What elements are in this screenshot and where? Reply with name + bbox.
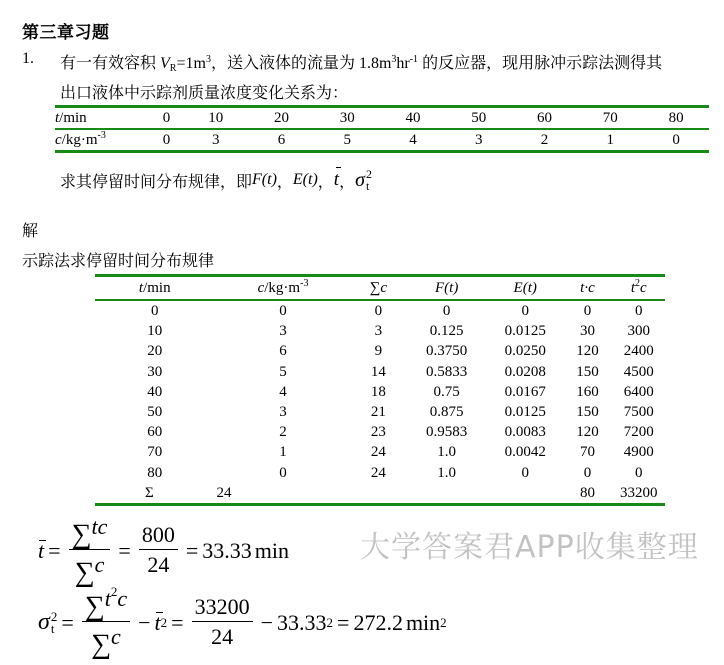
sigma-superscript: 2: [365, 167, 372, 181]
table-row: [95, 442, 665, 462]
sigma-scripts: [366, 168, 372, 192]
concentration-cell: 1: [577, 129, 643, 152]
table-cell: 9: [374, 343, 383, 360]
table-cell: 160: [576, 383, 599, 400]
table-row: [95, 321, 665, 341]
table-cell: 24: [370, 444, 386, 461]
sum-t2c-value: 33200: [613, 483, 665, 505]
header-var: t: [630, 279, 636, 296]
table-cell: 0.0208: [504, 363, 546, 380]
sum-symbol: ∑: [91, 629, 112, 660]
header-var: t: [138, 279, 144, 296]
minus: −: [138, 609, 151, 635]
mean-time-symbol: t: [38, 537, 45, 563]
numerator-var: t: [104, 586, 111, 611]
sigma-superscript: 2: [50, 608, 58, 624]
denominator: 24: [147, 552, 170, 577]
table-cell: 0.0125: [504, 404, 546, 421]
table-cell: 4900: [623, 444, 654, 461]
header-var: E(t): [513, 279, 537, 296]
table-row: [95, 382, 665, 402]
header-var: F(t): [435, 279, 459, 296]
solution-label: 解: [22, 223, 39, 240]
mean-time-symbol: t: [154, 609, 161, 635]
superscript: -3: [300, 277, 309, 289]
table-body: [95, 300, 665, 504]
numerator: [69, 513, 111, 550]
header-t2-c: [613, 276, 665, 301]
concentration-cell: 3: [446, 129, 512, 152]
table-row: [95, 362, 665, 382]
table-cell: 18: [370, 383, 386, 400]
chapter-title: 第三章习题: [22, 23, 110, 43]
sum-symbol: ∑: [71, 519, 92, 550]
time-cell: 40: [380, 107, 446, 130]
question-text-part: 有一有效容积: [60, 55, 161, 72]
table-cell: 5: [279, 363, 287, 380]
concentration-cell: 0: [150, 129, 183, 152]
separator: ，: [276, 173, 293, 191]
denominator-var: c: [94, 552, 105, 577]
question-text-part: =1m: [176, 55, 206, 72]
header-unit: /min: [143, 279, 171, 296]
result-value: 272.2: [353, 609, 403, 635]
table-cell: 0: [521, 464, 529, 481]
f-function: F(t): [252, 171, 277, 188]
sigma-subscript: t: [365, 179, 370, 193]
minus: −: [260, 609, 274, 635]
table-cell: 0.5833: [426, 363, 468, 380]
sigma-subscript: t: [50, 620, 55, 636]
time-cell: 30: [314, 107, 380, 130]
table-cell: 0: [583, 303, 592, 320]
empty-cell: [352, 483, 406, 505]
header-var: c: [257, 279, 265, 296]
watermark: 大学答案君APP收集整理: [360, 530, 699, 565]
mean-time-symbol: t: [333, 169, 340, 190]
table-cell: 7500: [623, 404, 654, 421]
concentration-row-label: [55, 129, 150, 152]
sigma-scripts: [50, 608, 58, 636]
time-cell: 50: [446, 107, 512, 130]
table-cell: 40: [147, 383, 163, 400]
separator: ，: [317, 173, 334, 191]
table-cell: 150: [576, 404, 599, 421]
header-t-c: [562, 276, 612, 301]
table-cell: 0.0042: [504, 444, 546, 461]
equals: =: [118, 537, 131, 563]
method-title: 示踪法求停留时间分布规律: [22, 253, 215, 270]
table-cell: 21: [370, 404, 386, 421]
variance-formula: σ 2 t = $\frac{\sum t^2c}{\sum c}$ − t 2 = $\frac{33200}{24}$ − 33.33 2 = 272.2 min 2: [38, 584, 447, 660]
question-text-part: 的反应器，现用脉冲示踪法测得其: [418, 55, 663, 72]
concentration-row: [55, 129, 709, 152]
table-cell: 70: [579, 444, 595, 461]
table-cell: 0.9583: [426, 424, 468, 441]
numerator-var: c: [117, 586, 128, 611]
header-var: t·c: [580, 279, 595, 296]
conc-var: c: [55, 132, 62, 148]
fraction-numeric: [139, 521, 178, 580]
question-number: 1.: [22, 50, 34, 67]
concentration-cell: 0: [643, 129, 709, 152]
table-row: [95, 300, 665, 321]
time-cell: 0: [150, 107, 183, 130]
table-cell: 30: [147, 363, 163, 380]
table-cell: 0: [442, 303, 451, 320]
time-unit: /min: [59, 110, 87, 126]
equals: =: [337, 609, 350, 635]
sum-row: [95, 483, 665, 505]
table-cell: 14: [370, 363, 386, 380]
table-cell: 1: [279, 444, 287, 461]
table-cell: 20: [147, 343, 163, 360]
superscript: 3: [391, 54, 397, 65]
table-row: [95, 341, 665, 361]
table-cell: 0.3750: [426, 343, 468, 360]
denominator: 24: [211, 624, 234, 649]
table-cell: 6400: [623, 383, 654, 400]
fraction-symbolic: [69, 513, 111, 588]
table-cell: 0.0083: [504, 424, 546, 441]
table-cell: 50: [147, 404, 163, 421]
result-value: 33.33: [202, 537, 252, 563]
header-var: c: [380, 279, 388, 296]
sigma-symbol: σ: [355, 168, 365, 191]
rtd-result-table: [95, 274, 665, 506]
concentration-cell: 4: [380, 129, 446, 152]
table-cell: 0: [635, 464, 643, 481]
table-cell: 0: [635, 303, 643, 320]
denominator: [72, 550, 108, 588]
table-row: [95, 422, 665, 442]
table-cell: 4: [279, 383, 287, 400]
table-cell: 0.0125: [504, 323, 546, 340]
result-unit: min: [405, 609, 441, 635]
fraction-numeric: [192, 593, 253, 652]
table-cell: 6: [279, 343, 287, 360]
table-cell: 24: [370, 464, 386, 481]
table-cell: 3: [279, 404, 287, 421]
table-cell: 0: [279, 464, 287, 481]
superscript: 3: [205, 54, 211, 65]
table-cell: 0: [279, 303, 287, 320]
table-cell: 0: [150, 303, 159, 320]
time-cell: 60: [512, 107, 578, 130]
concentration-cell: 2: [512, 129, 578, 152]
e-function: E(t): [292, 171, 318, 188]
table-cell: 0.0250: [504, 343, 546, 360]
superscript: -3: [97, 130, 106, 141]
header-unit: /kg·m: [264, 279, 301, 296]
table-cell: 300: [627, 323, 651, 340]
table-cell: 7200: [623, 424, 654, 441]
table-cell: 2: [279, 424, 287, 441]
empty-cell: [488, 483, 562, 505]
fraction-symbolic: [82, 585, 130, 660]
concentration-cell: 5: [314, 129, 380, 152]
table-cell: 4500: [623, 363, 654, 380]
table-cell: 1.0: [437, 464, 457, 481]
table-cell: 1.0: [437, 444, 457, 461]
table-row: [95, 402, 665, 422]
table-cell: 120: [576, 343, 599, 360]
result-unit: min: [254, 537, 289, 563]
superscript: 2: [635, 277, 641, 289]
table-cell: 0.75: [433, 383, 460, 400]
time-cell: 20: [249, 107, 315, 130]
time-row-label: [55, 107, 150, 130]
separator: ，: [339, 173, 356, 191]
sum-tc-value: 80: [562, 483, 612, 505]
sigma-symbol: σ: [38, 609, 50, 635]
question-text-line1: [60, 50, 662, 73]
table-cell: 0.0167: [504, 383, 546, 400]
concentration-data-table: [55, 105, 709, 153]
equals: =: [48, 537, 61, 563]
table-cell: 23: [370, 424, 386, 441]
sum-symbol: ∑: [84, 591, 105, 622]
table-cell: 0.875: [429, 404, 464, 421]
table-cell: 10: [147, 323, 163, 340]
table-cell: 3: [374, 323, 383, 340]
table-cell: 0: [583, 464, 592, 481]
question-text-part: ，送入液体的流量为 1.8m: [210, 55, 392, 72]
conc-unit: /kg·m: [61, 132, 98, 148]
mean-residence-time-formula: [38, 513, 289, 588]
table-cell: 80: [147, 464, 163, 481]
table-cell: 2400: [623, 343, 654, 360]
header-cumulative-c: [352, 276, 406, 301]
table-cell: 60: [147, 424, 163, 441]
sum-label: Σ: [95, 483, 214, 505]
time-row: [55, 107, 709, 130]
table-cell: 70: [147, 444, 163, 461]
numerator: [82, 585, 130, 622]
header-f-t: [405, 276, 488, 301]
table-cell: 150: [576, 363, 599, 380]
table-row: [95, 463, 665, 483]
numerator: 33200: [192, 593, 253, 622]
table-cell: 3: [279, 323, 287, 340]
denominator: [88, 622, 124, 660]
time-cell: 10: [183, 107, 249, 130]
numerator-var: tc: [91, 514, 108, 539]
header-concentration: [214, 276, 351, 301]
table-header-row: [95, 276, 665, 301]
table-cell: 0.125: [429, 323, 464, 340]
table-cell: 0: [521, 303, 529, 320]
question-ask-line: [60, 168, 372, 192]
sum-c-value: 24: [214, 483, 351, 505]
question-text-part: hr: [396, 55, 410, 72]
concentration-cell: 6: [249, 129, 315, 152]
superscript: 2: [110, 584, 118, 599]
vr-subscript: R: [169, 63, 177, 74]
empty-cell: [405, 483, 488, 505]
superscript: -1: [409, 54, 419, 65]
time-cell: 80: [643, 107, 709, 130]
question-text-line2: 出口液体中示踪剂质量浓度变化关系为：: [60, 85, 349, 102]
equals: =: [185, 537, 199, 563]
sum-symbol: ∑: [369, 279, 381, 296]
mean-value: 33.33: [277, 609, 327, 635]
equals: =: [171, 609, 184, 635]
table-cell: 120: [576, 424, 599, 441]
table-cell: 0: [374, 303, 383, 320]
time-var: t: [55, 110, 60, 126]
denominator-var: c: [111, 624, 121, 649]
time-cell: 70: [577, 107, 643, 130]
equals: =: [61, 609, 74, 635]
sum-symbol: ∑: [74, 557, 95, 588]
numerator: 800: [139, 521, 178, 550]
header-var: c: [640, 279, 647, 296]
concentration-cell: 3: [183, 129, 249, 152]
table-cell: 30: [579, 323, 595, 340]
ask-prefix: 求其停留时间分布规律，即: [60, 173, 253, 191]
header-e-t: [488, 276, 562, 301]
header-time: [95, 276, 214, 301]
vr-symbol: V: [160, 55, 170, 72]
